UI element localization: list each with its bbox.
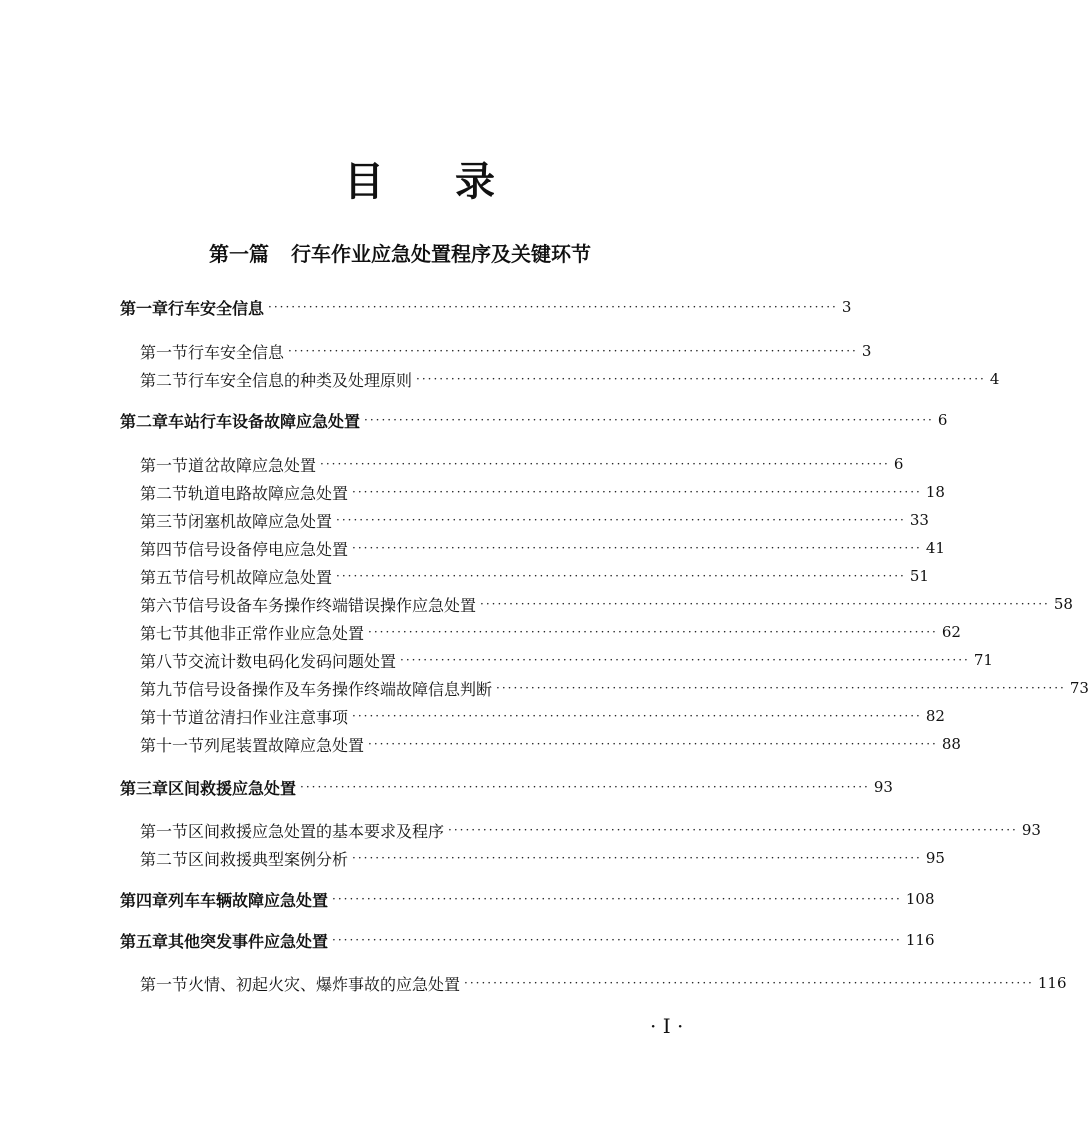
toc-title: 列车车辆故障应急处置 [168,890,329,910]
toc-page-number: 3 [841,298,852,316]
toc-page-number: 62 [941,623,961,641]
dot-leader: ·································································································· [320,457,890,471]
toc-section[interactable] [140,591,1073,617]
toc-title: 交流计数电码化发码问题处置 [188,651,397,671]
dot-leader: ·································································································· [332,892,902,906]
toc-page-number: 93 [873,778,893,796]
dot-leader: ·································································································· [400,653,970,667]
toc-title: 区间救援应急处置 [168,778,297,798]
toc-chapter-1[interactable] [120,294,852,320]
dot-leader: ·································································································· [368,625,938,639]
toc-number: 第十一节 [140,735,205,755]
toc-title: 车站行车设备故障应急处置 [168,411,361,431]
toc-page-number: 33 [909,511,929,529]
toc-chapter-3[interactable] [120,774,893,800]
toc-section[interactable] [140,479,945,505]
toc-number: 第五节 [140,567,189,587]
toc-number: 第一节 [140,342,189,362]
toc-page-number: 58 [1053,595,1073,613]
toc-title: 信号设备车务操作终端错误操作应急处置 [188,595,477,615]
toc-section[interactable] [140,451,904,477]
toc-section[interactable] [140,507,929,533]
toc-number: 第三章 [120,778,169,798]
toc-page-number: 41 [925,539,945,557]
toc-page-number: 88 [941,735,961,753]
toc-section[interactable] [140,731,961,757]
toc-page-number: 51 [909,567,929,585]
toc-title: 轨道电路故障应急处置 [188,483,349,503]
toc-page-number: 71 [973,651,993,669]
dot-leader: ·································································································· [352,851,922,865]
toc-number: 第八节 [140,651,189,671]
toc-number: 第一节 [140,455,189,475]
dot-leader: ·································································································· [480,597,1050,611]
toc-title: 行车安全信息 [168,298,265,318]
toc-title: 道岔清扫作业注意事项 [188,707,349,727]
toc-page-number: 116 [1037,974,1067,992]
part-heading [0,238,800,267]
toc-chapter-4[interactable] [120,886,935,912]
toc-page-number: 82 [925,707,945,725]
toc-number: 第六节 [140,595,189,615]
toc-section[interactable] [140,619,961,645]
toc-title: 信号机故障应急处置 [188,567,333,587]
toc-number: 第一节 [140,821,189,841]
dot-leader: ·································································································· [336,569,906,583]
toc-page-number: 18 [925,483,945,501]
dot-leader: ·································································································· [364,413,934,427]
toc-title: 信号设备停电应急处置 [188,539,349,559]
toc-page-number: 116 [905,931,935,949]
part-title: 行车作业应急处置程序及关键环节 [291,242,591,266]
toc-title: 列尾装置故障应急处置 [204,735,365,755]
toc-section[interactable] [140,675,1089,701]
page-number-footer: · I · [650,1014,684,1038]
toc-page-number: 6 [937,411,948,429]
toc-number: 第四章 [120,890,169,910]
dot-leader: ·································································································· [268,300,838,314]
toc-section[interactable] [140,338,872,364]
part-number: 第一篇 [209,242,269,266]
toc-page-number: 6 [893,455,904,473]
toc-page-number: 3 [861,342,872,360]
toc-title: 行车安全信息 [188,342,285,362]
toc-number: 第九节 [140,679,189,699]
title-char-1: 目 [344,159,384,205]
toc-section[interactable] [140,817,1041,843]
toc-number: 第二节 [140,370,189,390]
toc-number: 第五章 [120,931,169,951]
toc-number: 第七节 [140,623,189,643]
toc-section[interactable] [140,970,1067,996]
toc-number: 第二节 [140,483,189,503]
dot-leader: ·································································································· [300,780,870,794]
toc-number: 第二节 [140,849,189,869]
dot-leader: ·································································································· [352,485,922,499]
toc-section[interactable] [140,535,945,561]
toc-number: 第三节 [140,511,189,531]
toc-number: 第二章 [120,411,169,431]
toc-title: 闭塞机故障应急处置 [188,511,333,531]
toc-section[interactable] [140,366,1000,392]
toc-title: 火情、初起火灾、爆炸事故的应急处置 [188,974,461,994]
toc-section[interactable] [140,647,993,673]
dot-leader: ·································································································· [368,737,938,751]
toc-chapter-2[interactable] [120,407,948,433]
toc-section[interactable] [140,563,929,589]
toc-page-number: 108 [905,890,935,908]
dot-leader: ·································································································· [416,372,986,386]
toc-number: 第一章 [120,298,169,318]
title-char-2: 录 [455,159,495,205]
toc-title: 区间救援应急处置的基本要求及程序 [188,821,445,841]
toc-title: 行车安全信息的种类及处理原则 [188,370,413,390]
toc-number: 第一节 [140,974,189,994]
toc-section[interactable] [140,845,945,871]
toc-title: 区间救援典型案例分析 [188,849,349,869]
toc-section[interactable] [140,703,945,729]
dot-leader: ·································································································· [352,541,922,555]
toc-title: 其他非正常作业应急处置 [188,623,365,643]
toc-page-number: 93 [1021,821,1041,839]
dot-leader: ·································································································· [332,933,902,947]
dot-leader: ·································································································· [352,709,922,723]
dot-leader: ·································································································· [496,681,1066,695]
toc-number: 第四节 [140,539,189,559]
toc-title: 道岔故障应急处置 [188,455,317,475]
dot-leader: ·································································································· [288,344,858,358]
toc-title: 信号设备操作及车务操作终端故障信息判断 [188,679,493,699]
toc-page-number: 95 [925,849,945,867]
toc-chapter-5[interactable] [120,927,935,953]
toc-page-number: 73 [1069,679,1089,697]
toc-page-number: 4 [989,370,1000,388]
dot-leader: ·································································································· [336,513,906,527]
dot-leader: ·································································································· [464,976,1034,990]
toc-number: 第十节 [140,707,189,727]
toc-title: 其他突发事件应急处置 [168,931,329,951]
dot-leader: ·································································································· [448,823,1018,837]
